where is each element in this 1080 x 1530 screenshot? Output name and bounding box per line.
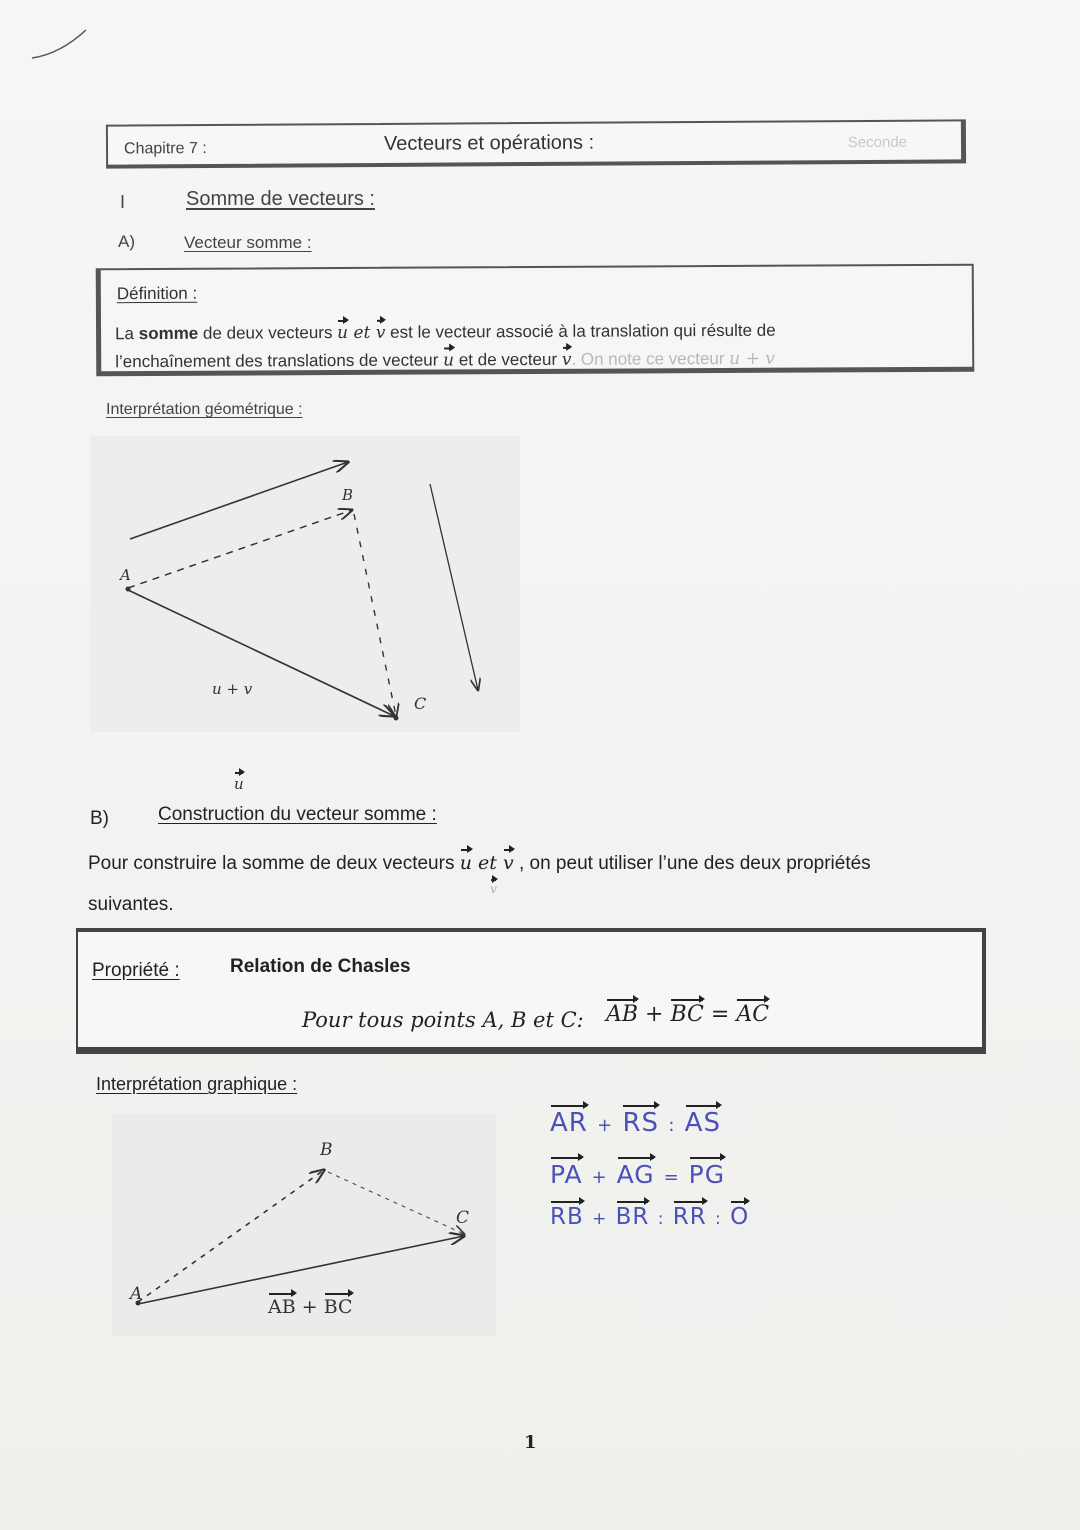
hand-line-3 <box>550 1204 749 1230</box>
vector-bc-dashed <box>354 514 396 716</box>
label-u: u <box>234 775 244 793</box>
definition-text: La <box>115 324 139 344</box>
vector-v-arrow <box>430 484 478 690</box>
definition-keyword: somme <box>138 323 199 344</box>
chapter-header <box>106 119 966 168</box>
figure1-caption: Interprétation géométrique : <box>106 401 303 418</box>
hand-vector: BR <box>615 1204 650 1230</box>
property-statement: Pour tous points A, B et C: <box>302 1008 584 1032</box>
page-number: 1 <box>524 1432 537 1453</box>
class-level: Seconde <box>847 133 908 152</box>
hand-symbol: + <box>592 1209 608 1229</box>
vector-sum-arrow <box>128 590 394 716</box>
definition-note: u + v <box>729 348 775 369</box>
hand-vector: PG <box>688 1160 726 1189</box>
property-box <box>76 928 986 1054</box>
vector-ab: AB <box>268 1296 296 1318</box>
subsection-a-number: A) <box>118 232 135 251</box>
definition-text: et de vecteur <box>454 349 562 370</box>
section-title: Somme de vecteurs : <box>186 188 375 210</box>
vector-v: v <box>375 322 386 343</box>
chasles-formula <box>606 1002 769 1027</box>
hand-symbol: : <box>715 1209 722 1229</box>
chapter-number: Chapitre 7 : <box>123 140 207 158</box>
paragraph-text: Pour construire la somme de deux vecteurs <box>88 853 460 874</box>
paragraph-et: et <box>471 852 503 874</box>
vector-u-arrow <box>130 462 348 539</box>
hand-symbol: + <box>591 1167 608 1188</box>
hand-symbol: = <box>663 1167 680 1188</box>
definition-text: . On note ce vecteur <box>571 348 730 369</box>
label-a: A <box>120 566 131 584</box>
vector-u: u <box>337 322 349 344</box>
chapter-title: Vecteurs et opérations : <box>383 131 595 155</box>
label-b: B <box>320 1140 333 1160</box>
label-sum: u + v <box>212 680 253 698</box>
hand-vector: AG <box>616 1160 655 1189</box>
hand-vector: O <box>730 1204 750 1230</box>
subsection-b-title: Construction du vecteur somme : <box>158 804 437 825</box>
hand-line-1 <box>550 1108 721 1138</box>
vector-v: v <box>502 852 514 874</box>
formula-equals: = <box>703 1002 737 1027</box>
hand-vector: PA <box>550 1160 583 1189</box>
label-a: A <box>130 1284 143 1304</box>
definition-text: de deux vecteurs <box>198 323 338 343</box>
pencil-mark <box>30 26 90 66</box>
figure2-caption: Interprétation graphique : <box>96 1074 298 1094</box>
hand-symbol: + <box>597 1115 614 1136</box>
definition-label: Définition : <box>116 283 198 304</box>
vector-bc: BC <box>670 1002 704 1027</box>
section-number: I <box>120 192 126 212</box>
vector-ab: AB <box>606 1002 639 1027</box>
hand-symbol: : <box>668 1115 676 1136</box>
point-a <box>126 587 131 592</box>
vector-ac-arrow <box>138 1236 464 1304</box>
vector-ab-dashed <box>138 1170 324 1302</box>
label-c: C <box>414 694 427 713</box>
definition-box <box>96 264 975 377</box>
definition-text: l’enchaînement des translations de vecteur <box>115 350 444 372</box>
figure-chasles <box>112 1114 496 1336</box>
label-b: B <box>342 486 354 504</box>
paragraph-line-1 <box>88 852 871 875</box>
definition-line-1 <box>115 321 776 344</box>
hand-vector: RB <box>550 1204 584 1230</box>
hand-line-2 <box>550 1160 725 1189</box>
definition-et: et <box>348 322 376 343</box>
definition-line-2 <box>115 349 775 372</box>
vector-bc-dashed <box>328 1172 464 1234</box>
formula-plus: + <box>638 1002 671 1027</box>
vector-v: v <box>561 349 572 370</box>
vector-u: u <box>443 350 455 371</box>
definition-text: est le vecteur associé à la translation qui résulte de <box>385 320 776 342</box>
paragraph-line-2: suivantes. <box>88 894 174 915</box>
hand-vector: RS <box>622 1108 660 1138</box>
hand-symbol: : <box>657 1209 665 1229</box>
vector-u: u <box>459 852 472 874</box>
point-c <box>394 716 399 721</box>
vector-ac: AC <box>736 1002 770 1027</box>
vector-bc: BC <box>323 1296 353 1318</box>
subsection-a-title: Vecteur somme : <box>184 233 312 252</box>
label-sum <box>268 1296 353 1318</box>
property-label: Propriété : <box>92 960 180 981</box>
figure1-drawing <box>90 436 520 732</box>
subsection-b-number: B) <box>90 808 109 829</box>
vector-ab-dashed <box>128 510 352 588</box>
label-v: v <box>490 882 497 896</box>
handwritten-notes <box>540 1086 840 1246</box>
hand-vector: AS <box>684 1108 721 1138</box>
hand-vector: RR <box>672 1204 707 1230</box>
sum-plus: + <box>301 1296 318 1318</box>
label-c: C <box>456 1208 470 1228</box>
property-name: Relation de Chasles <box>230 956 411 977</box>
hand-vector: AR <box>550 1108 588 1138</box>
paragraph-text: , on peut utiliser l’une des deux propriétés <box>513 853 871 874</box>
